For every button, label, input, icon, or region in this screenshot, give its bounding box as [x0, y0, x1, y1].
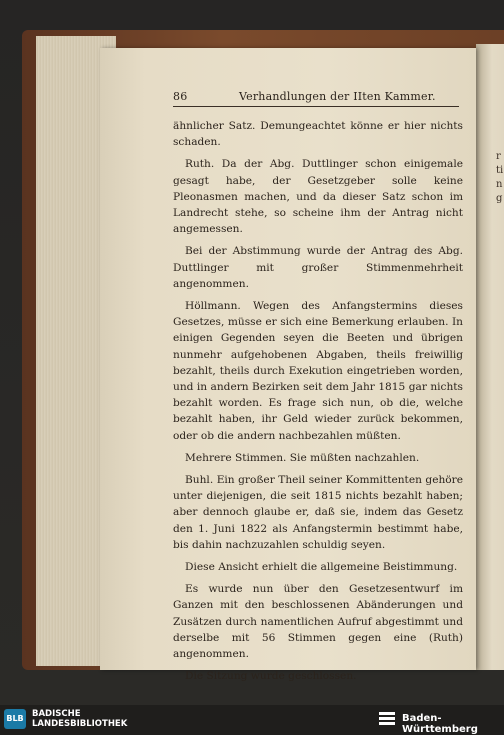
facing-letter: n [496, 179, 503, 190]
page-body [173, 118, 463, 691]
paragraph: Höllmann. Wegen des Anfangstermins dieses Gesetzes, müsse er sich eine Bemerkung erlauben. In einigen Gegenden seyen die Beeten und übrigen nunmehr aufgehobenen Abgaben, theils freiwillig bezahlt, theils durch Exekution eingetrieben worden, und in andern Bezirken seit dem Jahr 1815 gar nichts bezahlt worden. Es frage sich nun, ob die, welche bezahlt haben, ihr Geld wieder zurück bekommen, oder ob die andern nachbezahlen müßten. [173, 300, 463, 442]
facing-letter: r [496, 151, 501, 162]
blb-name [32, 709, 127, 729]
facing-page-text [496, 150, 504, 206]
viewer-footer [0, 705, 504, 733]
blb-name-line: BADISCHE [32, 709, 81, 719]
facing-letter: g [496, 193, 503, 204]
paragraph: Es wurde nun über den Gesetzesentwurf im Ganzen mit den beschlossenen Abänderungen und Zusätzen durch namentlichen Aufruf abgestimmt und derselbe mit 56 Stimmen gegen eine (Ruth) angenommen. [173, 583, 463, 661]
blb-name-line: LANDESBIBLIOTHEK [32, 719, 128, 729]
paragraph: Bei der Abstimmung wurde der Antrag des Abg. Duttlinger mit großer Stimmenmehrheit angenommen. [173, 245, 463, 290]
page-number: 86 [173, 90, 188, 103]
paragraph: Die Sitzung wurde geschlossen. [185, 670, 357, 683]
blb-logo[interactable]: BLB [4, 709, 26, 729]
bw-name[interactable]: Baden-Württemberg [402, 713, 478, 735]
paragraph: ähnlicher Satz. Demungeachtet könne er hier nichts schaden. [173, 120, 463, 149]
facing-page-edge [476, 44, 504, 670]
paragraph: Ruth. Da der Abg. Duttlinger schon einigemale gesagt habe, der Gesetzgeber solle keine Pleonasmen machen, und da dieser Satz schon im Landrecht stehe, so scheine ihm der Antrag nicht angemessen. [173, 158, 463, 236]
running-head: Verhandlungen der IIten Kammer. [239, 90, 436, 103]
facing-letter: ti [496, 165, 504, 176]
bw-lions-icon [378, 710, 396, 728]
paragraph: Diese Ansicht erhielt die allgemeine Beistimmung. [185, 561, 458, 574]
paragraph: Mehrere Stimmen. Sie müßten nachzahlen. [185, 451, 420, 464]
page-header [173, 90, 459, 107]
paragraph: Buhl. Ein großer Theil seiner Kommittenten gehöre unter diejenigen, die seit 1815 nichts bezahlt haben; aber dennoch glaube er, daß sie, indem das Gesetz den 1. Juni 1822 als Anfangstermin bestimmt habe, bis dahin nachzuzahlen schuldig seyen. [173, 474, 463, 551]
